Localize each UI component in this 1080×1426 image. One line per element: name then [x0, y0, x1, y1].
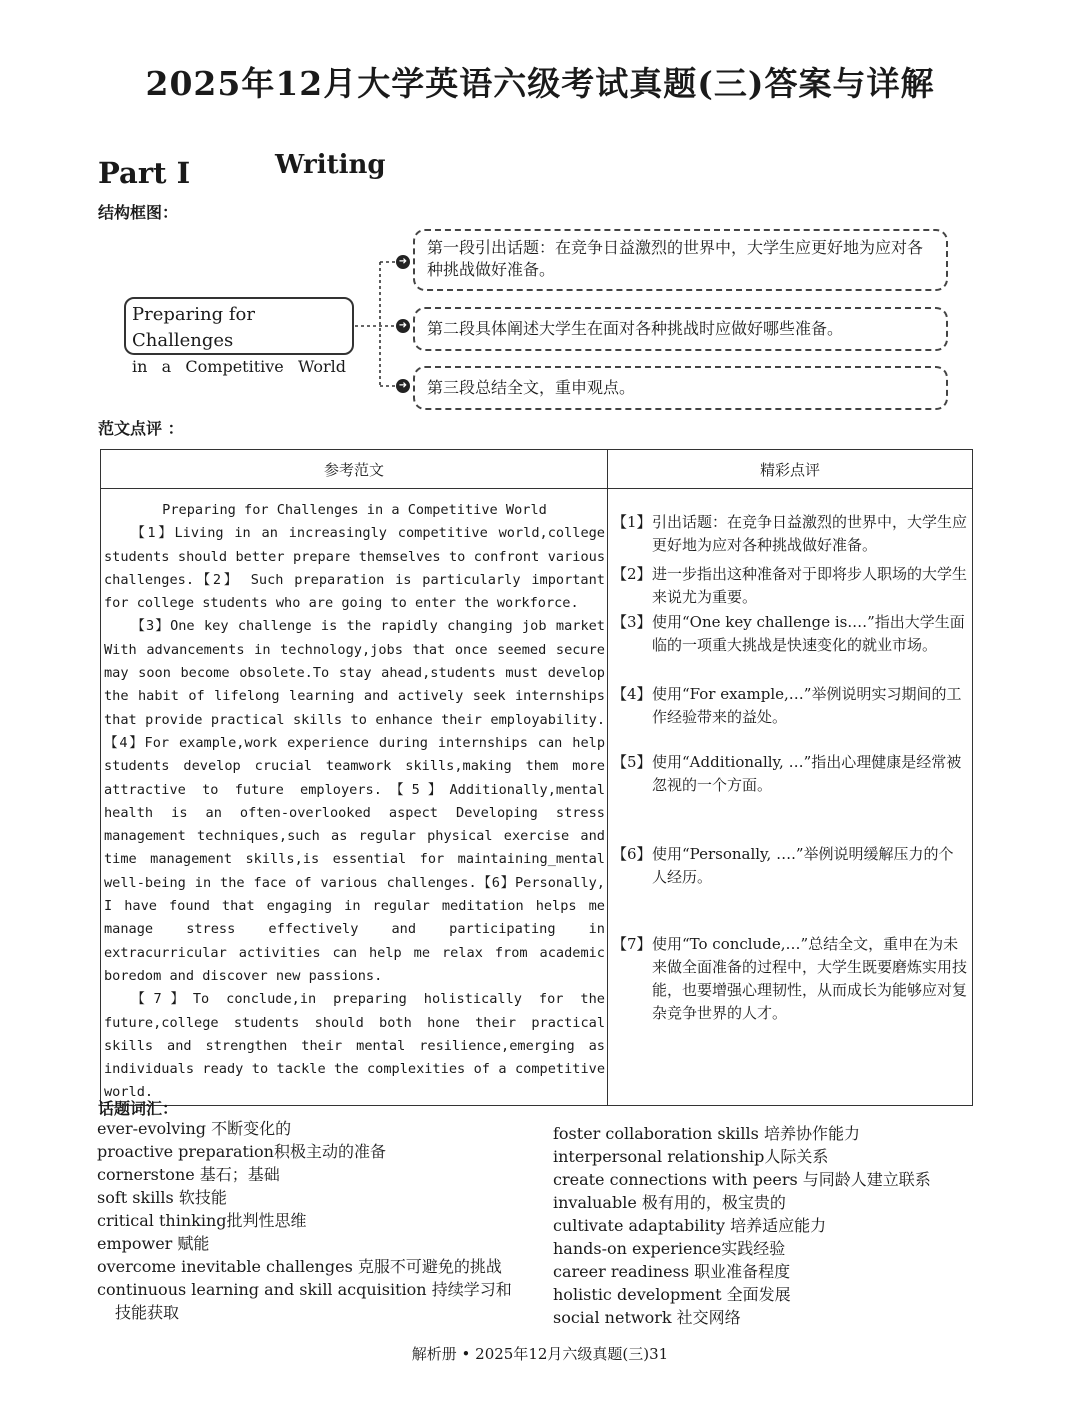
vocab-item: career readiness 职业准备程度 [553, 1262, 791, 1281]
page-footer: 解析册 • 2025年12月六级真题(三)31 [411, 1345, 669, 1363]
vocab-right-list [553, 1122, 931, 1329]
essay-cell [101, 489, 608, 1106]
comment-3: 【3】 使用“One key challenge is.…”指出大学生面临的一项重大挑战是快速变化的就业市场。 [612, 613, 965, 654]
vocab-heading: 话题词汇： [98, 1099, 179, 1118]
vocab-item: continuous learning and skill acquisition 持续学习和 [97, 1280, 512, 1299]
essay-paragraph-3: 【7】To conclude,in preparing holistically for the future,college students should both hone their practical skills and strengthen their mental resilience,emerging as individuals ready to tackle the complexities of a competitive world. [104, 991, 605, 1101]
vocab-item: soft skills 软技能 [97, 1188, 227, 1207]
review-heading: 范文点评 ： [98, 419, 184, 438]
comment-7: 【7】 使用“To conclude,…”总结全文，重申在为未来做全面准备的过程中，大学生既要磨炼实用技能，也要增强心理韧性，从而成长为能够应对复杂竞争世界的人才。 [612, 935, 968, 1022]
comment-cell [608, 489, 973, 1106]
part-label: Part I [98, 156, 191, 190]
vocab-item: interpersonal relationship人际关系 [553, 1147, 829, 1166]
arrow-icon: ➜ [396, 319, 410, 333]
center-line-2: in a Competitive World [132, 357, 346, 376]
vocab-item: cultivate adaptability 培养适应能力 [553, 1216, 827, 1235]
essay-title: Preparing for Challenges in a Competitive World [162, 502, 547, 518]
vocab-item: foster collaboration skills 培养协作能力 [553, 1124, 860, 1143]
vocab-item: overcome inevitable challenges 克服不可避免的挑战 [97, 1257, 502, 1276]
framework-branch-2: 第二段具体阐述大学生在面对各种挑战时应做好哪些准备。 [413, 307, 948, 351]
vocab-item: ever-evolving 不断变化的 [97, 1119, 292, 1138]
arrow-icon: ➜ [396, 379, 410, 393]
vocab-item: critical thinking批判性思维 [97, 1211, 307, 1230]
vocab-item: hands-on experience实践经验 [553, 1239, 786, 1258]
essay-paragraph-1: 【1】Living in an increasingly competitive world,college students should better prepare themselves to confront various challenges.【2】 Such preparation is particularly important for college students who are going to enter the workforce. [104, 525, 605, 612]
vocab-item: create connections with peers 与同龄人建立联系 [553, 1170, 931, 1189]
col-comment-header: 精彩点评 [608, 450, 973, 489]
vocab-item: invaluable 极有用的，极宝贵的 [553, 1193, 786, 1212]
vocab-item: 技能获取 [115, 1303, 180, 1322]
center-line-1: Preparing for Challenges [132, 304, 255, 351]
part-name: Writing [275, 150, 386, 180]
vocab-left-list [97, 1117, 512, 1324]
framework-branch-3: 第三段总结全文，重申观点。 [413, 366, 948, 410]
arrow-icon: ➜ [396, 255, 410, 269]
vocab-item: proactive preparation积极主动的准备 [97, 1142, 386, 1161]
vocab-item: social network 社交网络 [553, 1308, 741, 1327]
comment-4: 【4】 使用“For example,…”举例说明实习期间的工作经验带来的益处。 [612, 685, 962, 726]
essay-paragraph-2: 【3】One key challenge is the rapidly changing job market With advancements in technology,jobs that once seemed secure may soon become obsolete.To stay ahead,students must develop the habit of lifelong learning and actively seek internships that provide practical skills to enhance their employability.【4】For example,work experience during internships can help students develop crucial teamwork skills,making them more attractive to future employers.【5】Additionally,mental health is an often-overlooked aspect Developing stress management techniques,such as regular physical exercise and time management skills,is essential for maintaining_mental well-being in the face of various challenges.【6】Personally, I have found that engaging in regular meditation helps me manage stress effectively and participating in extracurricular activities can help me relax from academic boredom and discover new passions. [104, 618, 605, 984]
comment-5: 【5】 使用“Additionally, …”指出心理健康是经常被忽视的一个方面。 [612, 753, 962, 794]
col-essay-header: 参考范文 [101, 450, 608, 489]
vocab-item: empower 赋能 [97, 1234, 210, 1253]
vocab-item: holistic development 全面发展 [553, 1285, 791, 1304]
comment-2: 【2】 进一步指出这种准备对于即将步人职场的大学生来说尤为重要。 [612, 565, 968, 606]
page-title: 2025年12月大学英语六级考试真题(三)答案与详解 [145, 64, 935, 103]
framework-heading: 结构框图： [98, 203, 179, 222]
comment-6: 【6】 使用“Personally, ….”举例说明缓解压力的个人经历。 [612, 845, 954, 886]
comment-1: 【1】 引出话题：在竞争日益激烈的世界中，大学生应更好地为应对各种挑战做好准备。 [612, 513, 968, 554]
review-table [100, 449, 973, 1106]
framework-center-box [124, 297, 354, 376]
vocab-item: cornerstone 基石；基础 [97, 1165, 280, 1184]
framework-branch-1: 第一段引出话题：在竞争日益激烈的世界中，大学生应更好地为应对各种挑战做好准备。 [413, 229, 948, 291]
